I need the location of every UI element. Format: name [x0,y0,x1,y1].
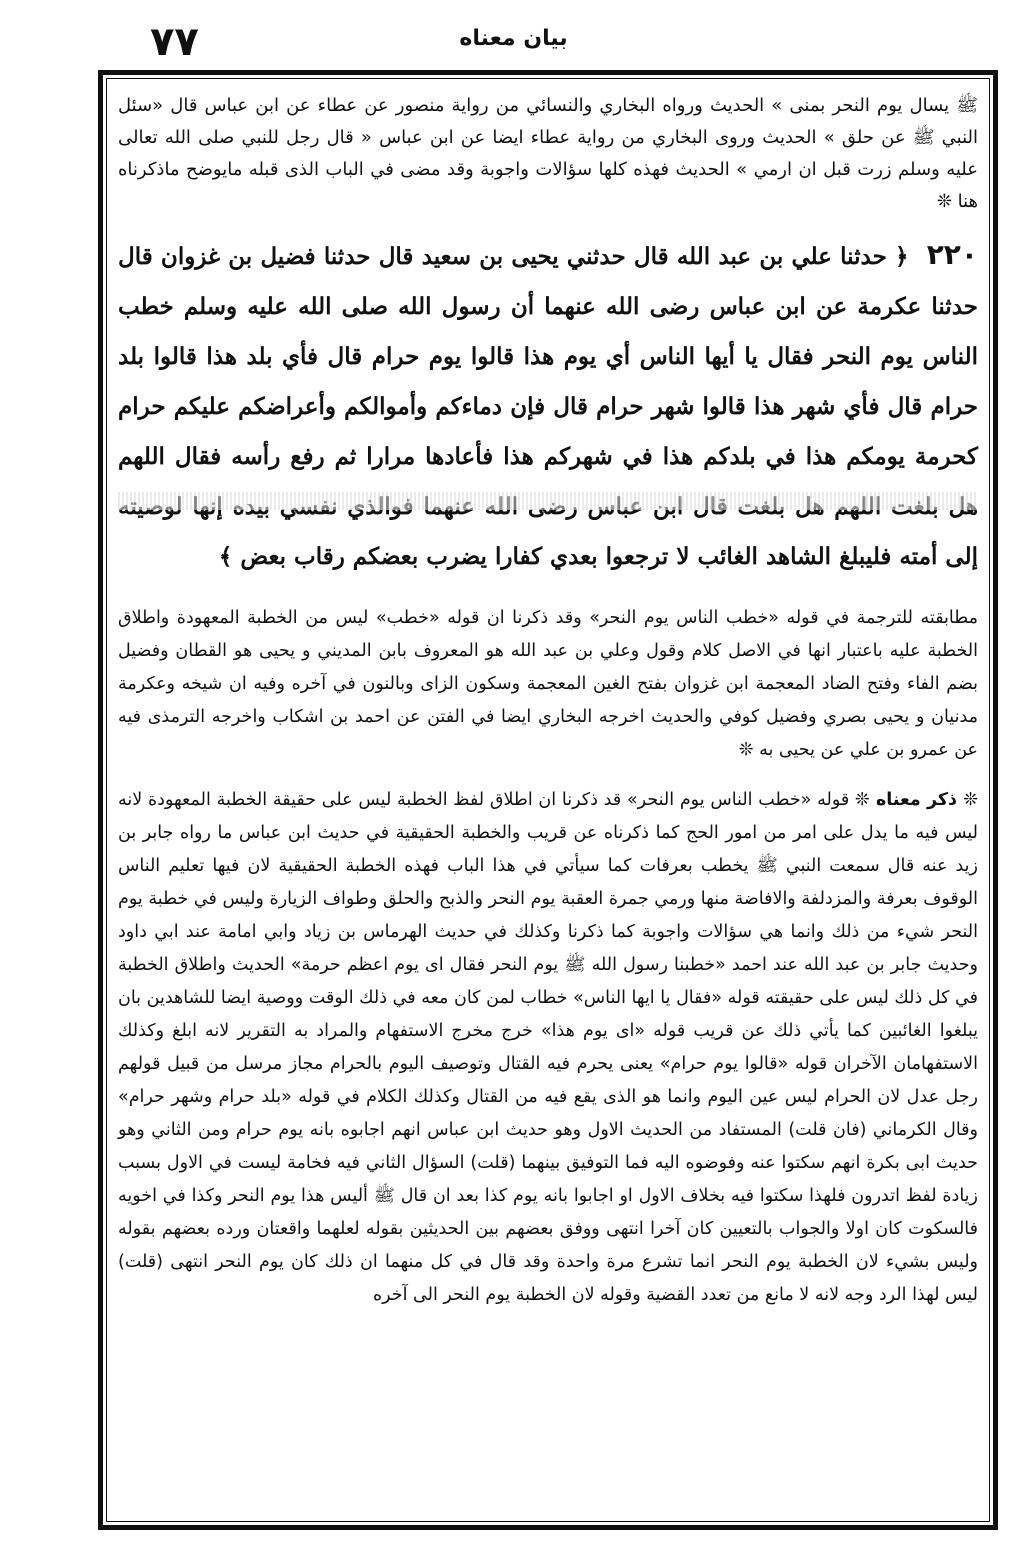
commentary-paragraph-correspondence: مطابقته للترجمة في قوله «خطب الناس يوم النحر» وقد ذكرنا ان قوله «خطب» ليس من الخطبة المعهودة واطلاق الخطبة عليه باعتبار انها في الاصل كلام وقول وعلي بن عبد الله هو المعروف بابن المديني و يحيى هو القطان وفضيل بضم الفاء وفتح الضاد المعجمة ابن غزوان بفتح الغين المعجمة وسكون الزاى وبالنون في آخره وفيه ان شيخه وعكرمة مدنيان و يحيى بصري وفضيل كوفي والحديث اخرجه البخاري ايضا في الفتن عن احمد بن اشكاب واخرجه الترمذى فيه عن عمرو بن علي عن يحيى به ❊ [118,608,978,760]
running-title: بيان معناه [459,26,568,51]
scan-artifact-band [118,492,978,510]
section-heading-meaning: ❊ ذكر معناه ❊ [855,790,978,810]
page-number: ۷۷ [150,19,199,65]
commentary-meaning-text: قوله «خطب الناس يوم النحر» قد ذكرنا ان اطلاق لفظ الخطبة ليس على حقيقة الخطبة المعهودة لانه ليس فيه ما يدل على امر من امور الحج كما ذكرناه عن قريب والخطبة الحقيقية في حديث ابن عباس ما رواه جابر بن زيد عنه قال سمعت النبي ﷺ يخطب بعرفات كما سيأتي في هذا الباب فهذه الخطبة الحقيقية لان فيها تعليم الناس الوقوف بعرفة والمزدلفة والافاضة منها ورمي جمرة العقبة يوم النحر والذبح والحلق وطواف الزيارة وليس في خطبة يوم النحر شيء من ذلك وانما هي سؤالات واجوبة كما ذكرنا وكذلك في حديث الهرماس بن زياد وابي امامة عند ابي داود وحديث جابر بن عبد الله عند احمد «خطبنا رسول الله ﷺ يوم النحر فقال اى يوم اعظم حرمة» الحديث واطلاق الخطبة في كل ذلك ليس على حقيقته قوله «فقال يا ايها الناس» خطاب لمن كان معه في ذلك الوقت ووصية ايضا للشاهدين بان يبلغوا الغائبين كما يأتي ذلك عن قريب قوله «اى يوم هذا» خرج مخرج الاستفهام والمراد به التقرير لانه ابلغ وكذلك الاستفهامان الآخران قوله «قالوا يوم حرام» يعنى يحرم فيه القتال وتوصيف اليوم بالحرام مجاز مرسل من قبيل قولهم رجل عدل لان الحرام ليس عين اليوم وانما هو الذى يقع فيه من القتال وكذلك الكلام في قوله «بلد حرام وشهر حرام» وقال الكرماني (فان قلت) المستفاد من الحديث الاول وهو حديث ابن عباس انهم اجابوه بانه يوم حرام ومن الثاني وهو حديث ابى بكرة انهم سكتوا عنه وفوضوه اليه فما التوفيق بينهما (قلت) السؤال الثاني فيه فخامة ليست في الاول بسبب زيادة لفظ اتدرون فلهذا سكتوا فيه بخلاف الاول او اجابوا بانه يوم كذا بعد ان قال ﷺ أليس هذا يوم النحر وكذا في اخويه فالسكوت كان اولا والجواب بالتعيين كان آخرا انتهى ووفق بعضهم بين الحديثين بقوله لعلهما واقعتان ورده بعضهم بقوله وليس بشيء لان الخطبة يوم النحر انما تشرع مرة واحدة وقد قال في كل منهما ان ذلك كان يوم النحر انتهى (قلت) ليس لهذا الرد وجه لانه لا مانع من تعدد القضية وقوله لان الخطبة يوم النحر الى آخره [118,790,978,1305]
commentary-paragraph-intro: ﷺ يسال يوم النحر بمنى » الحديث ورواه البخاري والنسائي من رواية منصور عن عطاء عن ابن عباس قال «سئل النبي ﷺ عن حلق » الحديث وروى البخاري من رواية عطاء ايضا عن ابن عباس « قال رجل للنبي صلى الله تعالى عليه وسلم زرت قبل ان ارمي » الحديث فهذه كلها سؤالات واجوبة وقد مضى في الباب الذى قبله مايوضح ماذكرناه هنا ❊ [118,95,978,212]
hadith-block [118,230,978,602]
hadith-text: ﴿ حدثنا علي بن عبد الله قال حدثني يحيى بن سعيد قال حدثنا فضيل بن غزوان قال حدثنا عكرمة عن ابن عباس رضى الله عنهما أن رسول الله صلى الله عليه وسلم خطب الناس يوم النحر فقال يا أيها الناس أي يوم هذا قالوا يوم حرام قال فأي بلد هذا قالوا بلد حرام قال فأي شهر هذا قالوا شهر حرام قال فإن دماءكم وأموالكم وأعراضكم عليكم حرام كحرمة يومكم هذا في بلدكم هذا في شهركم هذا فأعادها مرارا ثم رفع رأسه فقال اللهم إلى أمته فليبلغ الشاهد الغائب لا ترجعوا بعدي كفارا يضرب بعضكم رقاب بعض ﴾ [118,243,978,570]
hadith-number: ٢٢٠ [926,238,978,271]
page-content [118,90,978,1384]
commentary-paragraph-meaning [118,784,978,1384]
page-header [0,18,1027,66]
